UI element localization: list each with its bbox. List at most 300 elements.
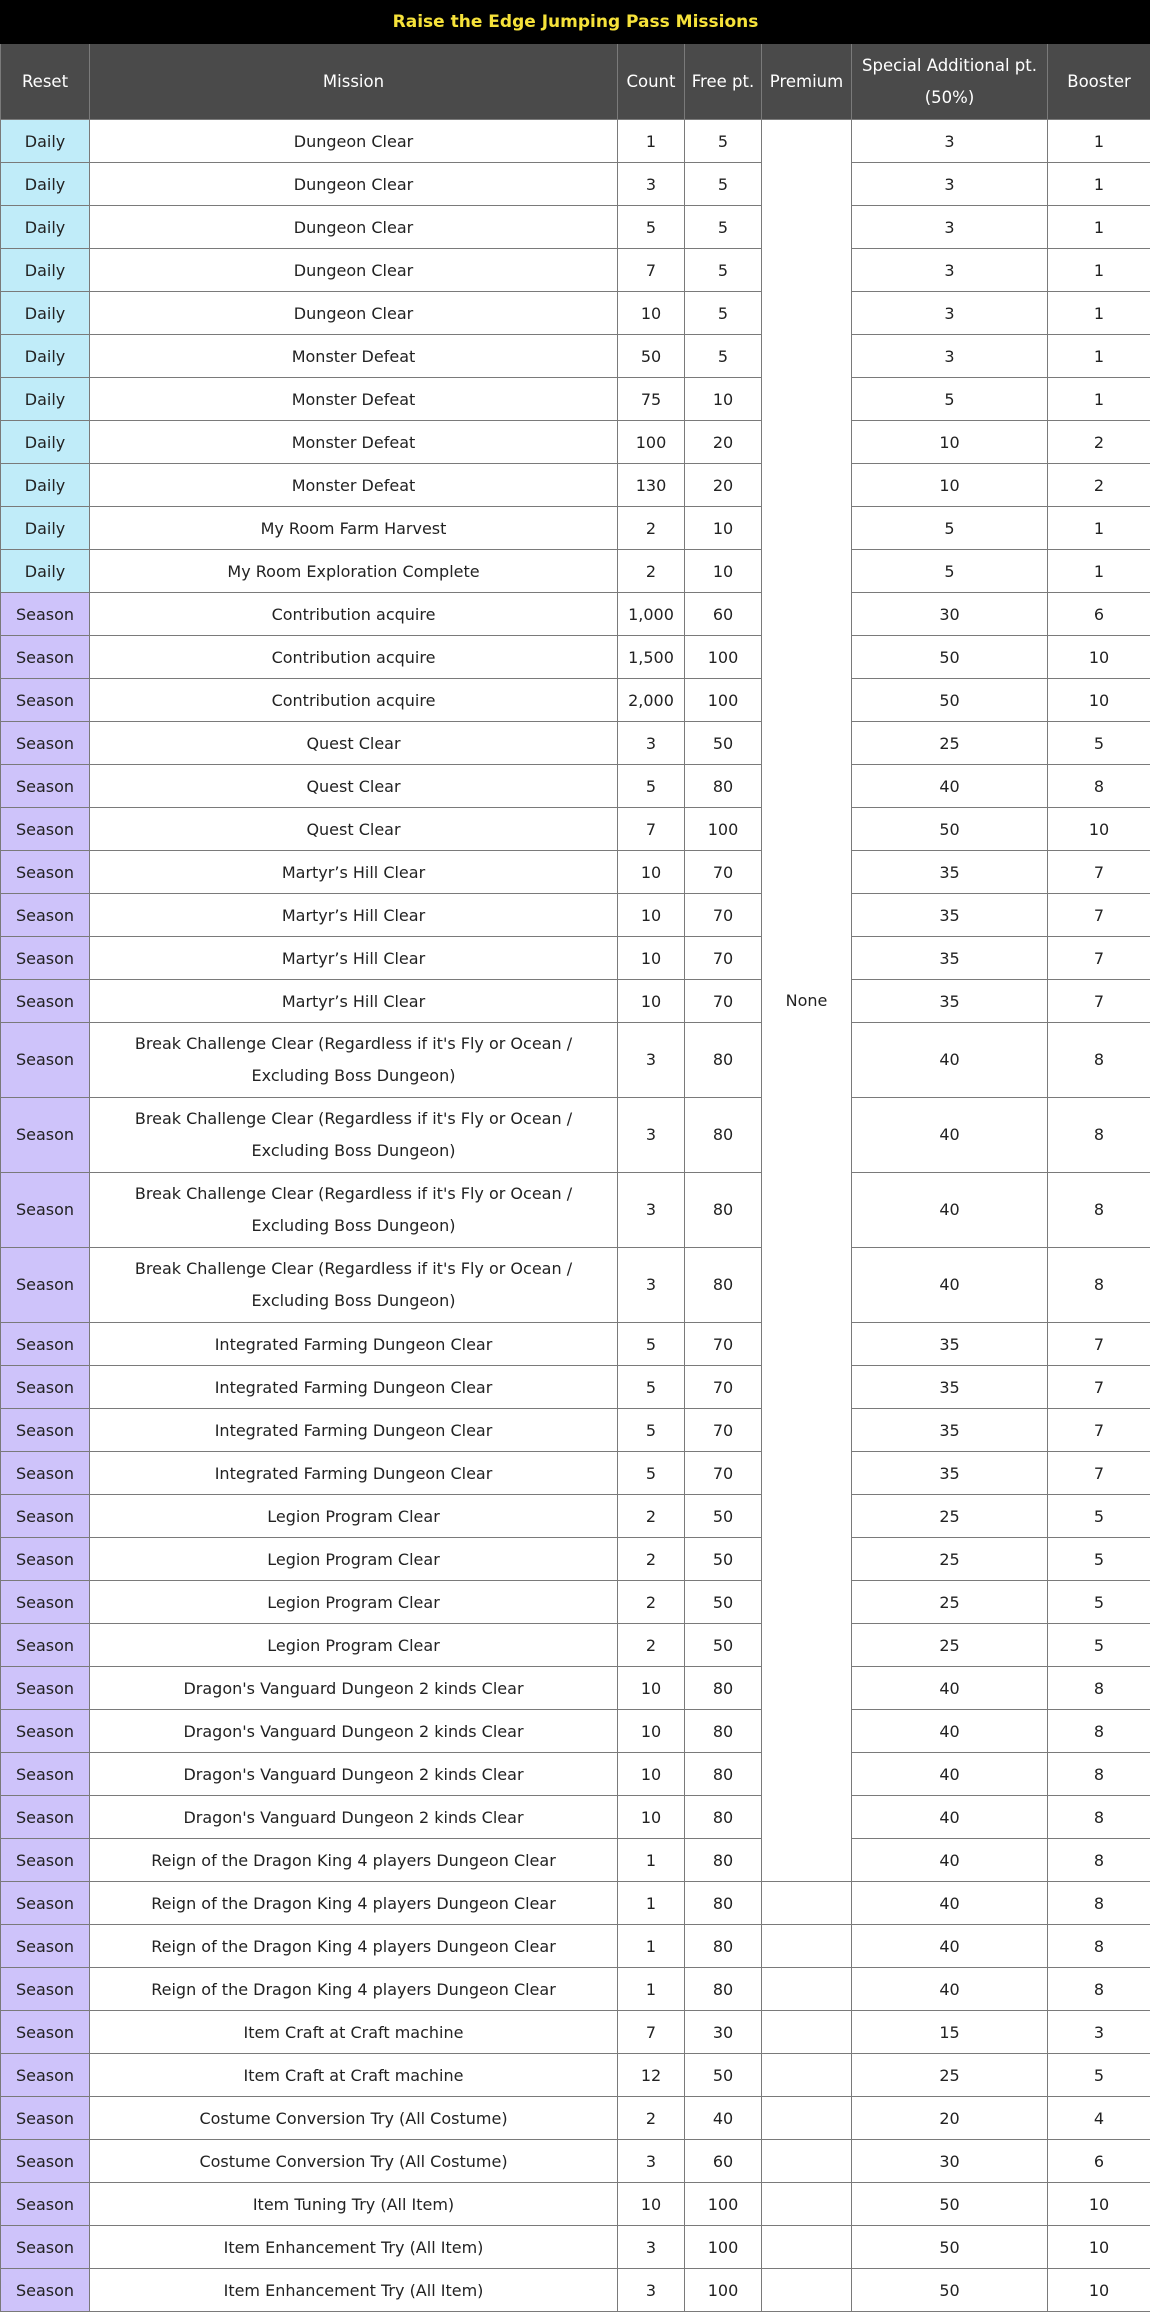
mission-cell: My Room Exploration Complete (90, 550, 618, 593)
special-additional-pt-cell: 35 (852, 851, 1048, 894)
booster-cell: 7 (1048, 851, 1150, 894)
special-additional-pt-cell: 5 (852, 550, 1048, 593)
free-pt-cell: 100 (685, 2183, 762, 2226)
count-cell: 2 (618, 1538, 685, 1581)
table-row (1, 2226, 1150, 2269)
special-additional-pt-cell: 3 (852, 335, 1048, 378)
table-row (1, 249, 1150, 292)
reset-cell: Season (1, 2054, 90, 2097)
count-cell: 3 (618, 722, 685, 765)
special-additional-pt-cell: 30 (852, 2140, 1048, 2183)
free-pt-cell: 100 (685, 2269, 762, 2312)
table-title: Raise the Edge Jumping Pass Missions (1, 1, 1150, 44)
special-additional-pt-cell: 25 (852, 1624, 1048, 1667)
special-additional-pt-cell: 50 (852, 2269, 1048, 2312)
booster-cell: 5 (1048, 2054, 1150, 2097)
reset-cell: Season (1, 1753, 90, 1796)
booster-cell: 7 (1048, 1409, 1150, 1452)
free-pt-cell: 5 (685, 206, 762, 249)
booster-cell: 5 (1048, 1581, 1150, 1624)
free-pt-cell: 80 (685, 765, 762, 808)
mission-cell: My Room Farm Harvest (90, 507, 618, 550)
free-pt-cell: 60 (685, 2140, 762, 2183)
booster-cell: 5 (1048, 1495, 1150, 1538)
count-cell: 75 (618, 378, 685, 421)
header-booster: Booster (1048, 44, 1150, 120)
mission-cell: Martyr’s Hill Clear (90, 937, 618, 980)
mission-cell: Monster Defeat (90, 335, 618, 378)
mission-cell: Reign of the Dragon King 4 players Dungeon Clear (90, 1925, 618, 1968)
count-cell: 3 (618, 2226, 685, 2269)
header-special-additional-pt: Special Additional pt. (50%) (852, 44, 1048, 120)
reset-cell: Daily (1, 292, 90, 335)
free-pt-cell: 50 (685, 1538, 762, 1581)
table-row (1, 1925, 1150, 1968)
booster-cell: 6 (1048, 593, 1150, 636)
free-pt-cell: 80 (685, 1667, 762, 1710)
table-row (1, 1624, 1150, 1667)
table-row (1, 550, 1150, 593)
special-additional-pt-cell: 50 (852, 679, 1048, 722)
reset-cell: Season (1, 1248, 90, 1323)
booster-cell: 5 (1048, 1624, 1150, 1667)
premium-cell-empty (762, 2226, 852, 2269)
free-pt-cell: 80 (685, 1710, 762, 1753)
count-cell: 12 (618, 2054, 685, 2097)
count-cell: 3 (618, 2140, 685, 2183)
mission-cell: Monster Defeat (90, 378, 618, 421)
mission-cell: Monster Defeat (90, 421, 618, 464)
booster-cell: 7 (1048, 1452, 1150, 1495)
reset-cell: Season (1, 1624, 90, 1667)
table-row (1, 507, 1150, 550)
mission-cell: Reign of the Dragon King 4 players Dungeon Clear (90, 1882, 618, 1925)
free-pt-cell: 80 (685, 1098, 762, 1173)
table-row (1, 378, 1150, 421)
mission-cell: Dungeon Clear (90, 206, 618, 249)
mission-cell: Reign of the Dragon King 4 players Dungeon Clear (90, 1968, 618, 2011)
count-cell: 2,000 (618, 679, 685, 722)
free-pt-cell: 100 (685, 679, 762, 722)
reset-cell: Daily (1, 249, 90, 292)
special-additional-pt-cell: 25 (852, 1538, 1048, 1581)
count-cell: 10 (618, 1710, 685, 1753)
mission-cell: Dragon's Vanguard Dungeon 2 kinds Clear (90, 1710, 618, 1753)
table-row (1, 679, 1150, 722)
free-pt-cell: 30 (685, 2011, 762, 2054)
mission-cell: Dungeon Clear (90, 120, 618, 163)
reset-cell: Season (1, 894, 90, 937)
mission-cell: Break Challenge Clear (Regardless if it's Fly or Ocean / Excluding Boss Dungeon) (90, 1248, 618, 1323)
free-pt-cell: 5 (685, 249, 762, 292)
count-cell: 1 (618, 1882, 685, 1925)
table-row (1, 1248, 1150, 1323)
free-pt-cell: 70 (685, 980, 762, 1023)
count-cell: 1 (618, 1968, 685, 2011)
special-additional-pt-cell: 40 (852, 1839, 1048, 1882)
special-additional-pt-cell: 50 (852, 2226, 1048, 2269)
table-row (1, 765, 1150, 808)
table-row (1, 1667, 1150, 1710)
premium-cell-empty (762, 1882, 852, 1925)
booster-cell: 1 (1048, 507, 1150, 550)
free-pt-cell: 10 (685, 378, 762, 421)
mission-cell: Legion Program Clear (90, 1581, 618, 1624)
free-pt-cell: 70 (685, 851, 762, 894)
mission-cell: Quest Clear (90, 722, 618, 765)
table-row (1, 2140, 1150, 2183)
mission-cell: Dragon's Vanguard Dungeon 2 kinds Clear (90, 1667, 618, 1710)
count-cell: 10 (618, 851, 685, 894)
table-row (1, 1495, 1150, 1538)
booster-cell: 8 (1048, 1968, 1150, 2011)
booster-cell: 10 (1048, 2183, 1150, 2226)
count-cell: 1 (618, 1839, 685, 1882)
reset-cell: Season (1, 1839, 90, 1882)
table-row (1, 1581, 1150, 1624)
free-pt-cell: 70 (685, 1323, 762, 1366)
premium-cell-empty (762, 2140, 852, 2183)
mission-cell: Integrated Farming Dungeon Clear (90, 1366, 618, 1409)
special-additional-pt-cell: 5 (852, 507, 1048, 550)
reset-cell: Season (1, 2097, 90, 2140)
reset-cell: Season (1, 1023, 90, 1098)
premium-cell-empty (762, 2054, 852, 2097)
premium-cell: None (762, 120, 852, 1882)
special-additional-pt-cell: 10 (852, 421, 1048, 464)
mission-cell: Dungeon Clear (90, 292, 618, 335)
reset-cell: Season (1, 2011, 90, 2054)
count-cell: 10 (618, 894, 685, 937)
mission-cell: Integrated Farming Dungeon Clear (90, 1323, 618, 1366)
count-cell: 3 (618, 163, 685, 206)
mission-cell: Martyr’s Hill Clear (90, 851, 618, 894)
free-pt-cell: 5 (685, 120, 762, 163)
count-cell: 10 (618, 980, 685, 1023)
mission-cell: Break Challenge Clear (Regardless if it's Fly or Ocean / Excluding Boss Dungeon) (90, 1173, 618, 1248)
count-cell: 10 (618, 1796, 685, 1839)
count-cell: 10 (618, 292, 685, 335)
count-cell: 5 (618, 1409, 685, 1452)
table-row (1, 937, 1150, 980)
reset-cell: Daily (1, 464, 90, 507)
mission-cell: Reign of the Dragon King 4 players Dungeon Clear (90, 1839, 618, 1882)
free-pt-cell: 60 (685, 593, 762, 636)
free-pt-cell: 50 (685, 1581, 762, 1624)
table-row (1, 120, 1150, 163)
table-row (1, 2183, 1150, 2226)
free-pt-cell: 70 (685, 894, 762, 937)
special-additional-pt-cell: 40 (852, 1710, 1048, 1753)
booster-cell: 4 (1048, 2097, 1150, 2140)
mission-cell: Integrated Farming Dungeon Clear (90, 1452, 618, 1495)
special-additional-pt-cell: 10 (852, 464, 1048, 507)
special-additional-pt-cell: 25 (852, 1495, 1048, 1538)
booster-cell: 8 (1048, 1667, 1150, 1710)
free-pt-cell: 100 (685, 2226, 762, 2269)
count-cell: 100 (618, 421, 685, 464)
reset-cell: Season (1, 679, 90, 722)
reset-cell: Daily (1, 206, 90, 249)
special-additional-pt-cell: 40 (852, 1667, 1048, 1710)
free-pt-cell: 80 (685, 1173, 762, 1248)
premium-cell-empty (762, 1968, 852, 2011)
booster-cell: 8 (1048, 1839, 1150, 1882)
reset-cell: Daily (1, 550, 90, 593)
reset-cell: Daily (1, 421, 90, 464)
table-row (1, 1753, 1150, 1796)
booster-cell: 7 (1048, 1366, 1150, 1409)
mission-cell: Integrated Farming Dungeon Clear (90, 1409, 618, 1452)
count-cell: 3 (618, 1098, 685, 1173)
count-cell: 2 (618, 1581, 685, 1624)
count-cell: 5 (618, 765, 685, 808)
special-additional-pt-cell: 40 (852, 1882, 1048, 1925)
mission-cell: Quest Clear (90, 808, 618, 851)
table-row (1, 980, 1150, 1023)
special-additional-pt-cell: 50 (852, 2183, 1048, 2226)
mission-cell: Break Challenge Clear (Regardless if it's Fly or Ocean / Excluding Boss Dungeon) (90, 1098, 618, 1173)
free-pt-cell: 10 (685, 507, 762, 550)
free-pt-cell: 80 (685, 1248, 762, 1323)
count-cell: 1 (618, 120, 685, 163)
booster-cell: 8 (1048, 1925, 1150, 1968)
reset-cell: Season (1, 1495, 90, 1538)
count-cell: 1 (618, 1925, 685, 1968)
special-additional-pt-cell: 35 (852, 1409, 1048, 1452)
table-row (1, 464, 1150, 507)
mission-cell: Legion Program Clear (90, 1495, 618, 1538)
table-row (1, 1023, 1150, 1098)
reset-cell: Season (1, 2269, 90, 2312)
mission-cell: Dragon's Vanguard Dungeon 2 kinds Clear (90, 1796, 618, 1839)
table-row (1, 808, 1150, 851)
mission-cell: Costume Conversion Try (All Costume) (90, 2097, 618, 2140)
table-row (1, 1796, 1150, 1839)
count-cell: 5 (618, 1366, 685, 1409)
mission-cell: Contribution acquire (90, 636, 618, 679)
mission-cell: Dungeon Clear (90, 163, 618, 206)
mission-cell: Legion Program Clear (90, 1624, 618, 1667)
special-additional-pt-cell: 3 (852, 163, 1048, 206)
mission-cell: Contribution acquire (90, 679, 618, 722)
reset-cell: Season (1, 937, 90, 980)
free-pt-cell: 5 (685, 163, 762, 206)
reset-cell: Daily (1, 120, 90, 163)
reset-cell: Season (1, 1882, 90, 1925)
special-additional-pt-cell: 35 (852, 1323, 1048, 1366)
table-row (1, 335, 1150, 378)
reset-cell: Season (1, 636, 90, 679)
mission-rows (1, 120, 1150, 2312)
special-additional-pt-cell: 20 (852, 2097, 1048, 2140)
special-additional-pt-cell: 40 (852, 1023, 1048, 1098)
booster-cell: 8 (1048, 1173, 1150, 1248)
table-row (1, 593, 1150, 636)
booster-cell: 8 (1048, 1248, 1150, 1323)
reset-cell: Season (1, 980, 90, 1023)
count-cell: 10 (618, 1753, 685, 1796)
table-row (1, 1452, 1150, 1495)
free-pt-cell: 5 (685, 335, 762, 378)
free-pt-cell: 20 (685, 421, 762, 464)
table-row (1, 1968, 1150, 2011)
booster-cell: 8 (1048, 1882, 1150, 1925)
count-cell: 7 (618, 249, 685, 292)
booster-cell: 7 (1048, 1323, 1150, 1366)
table-row (1, 1882, 1150, 1925)
count-cell: 2 (618, 1624, 685, 1667)
special-additional-pt-cell: 40 (852, 1925, 1048, 1968)
free-pt-cell: 70 (685, 937, 762, 980)
reset-cell: Season (1, 2183, 90, 2226)
table-row (1, 1366, 1150, 1409)
special-additional-pt-cell: 40 (852, 1173, 1048, 1248)
table-row (1, 1323, 1150, 1366)
table-row (1, 1710, 1150, 1753)
table-row (1, 2097, 1150, 2140)
booster-cell: 1 (1048, 292, 1150, 335)
mission-cell: Dragon's Vanguard Dungeon 2 kinds Clear (90, 1753, 618, 1796)
reset-cell: Season (1, 1925, 90, 1968)
special-additional-pt-cell: 3 (852, 249, 1048, 292)
special-additional-pt-cell: 40 (852, 1248, 1048, 1323)
free-pt-cell: 80 (685, 1839, 762, 1882)
table-row (1, 292, 1150, 335)
booster-cell: 5 (1048, 722, 1150, 765)
reset-cell: Season (1, 2140, 90, 2183)
mission-cell: Break Challenge Clear (Regardless if it's Fly or Ocean / Excluding Boss Dungeon) (90, 1023, 618, 1098)
booster-cell: 10 (1048, 636, 1150, 679)
reset-cell: Season (1, 851, 90, 894)
reset-cell: Daily (1, 507, 90, 550)
special-additional-pt-cell: 50 (852, 636, 1048, 679)
header-free-pt: Free pt. (685, 44, 762, 120)
reset-cell: Season (1, 2226, 90, 2269)
table-row (1, 2054, 1150, 2097)
reset-cell: Season (1, 1710, 90, 1753)
count-cell: 3 (618, 1173, 685, 1248)
booster-cell: 8 (1048, 1023, 1150, 1098)
table-row (1, 1173, 1150, 1248)
table-row (1, 2011, 1150, 2054)
special-additional-pt-cell: 35 (852, 937, 1048, 980)
special-additional-pt-cell: 3 (852, 120, 1048, 163)
mission-cell: Item Craft at Craft machine (90, 2011, 618, 2054)
free-pt-cell: 50 (685, 2054, 762, 2097)
count-cell: 5 (618, 206, 685, 249)
free-pt-cell: 80 (685, 1023, 762, 1098)
premium-cell-empty (762, 2011, 852, 2054)
booster-cell: 8 (1048, 1753, 1150, 1796)
mission-cell: Dungeon Clear (90, 249, 618, 292)
special-additional-pt-cell: 25 (852, 1581, 1048, 1624)
reset-cell: Daily (1, 378, 90, 421)
mission-cell: Item Enhancement Try (All Item) (90, 2226, 618, 2269)
special-additional-pt-cell: 40 (852, 1098, 1048, 1173)
booster-cell: 7 (1048, 980, 1150, 1023)
count-cell: 2 (618, 2097, 685, 2140)
reset-cell: Season (1, 765, 90, 808)
table-row (1, 163, 1150, 206)
free-pt-cell: 20 (685, 464, 762, 507)
reset-cell: Season (1, 1581, 90, 1624)
special-additional-pt-cell: 35 (852, 1366, 1048, 1409)
table-row (1, 1538, 1150, 1581)
special-additional-pt-cell: 35 (852, 980, 1048, 1023)
mission-cell: Legion Program Clear (90, 1538, 618, 1581)
free-pt-cell: 50 (685, 1495, 762, 1538)
booster-cell: 1 (1048, 550, 1150, 593)
booster-cell: 10 (1048, 808, 1150, 851)
table-row (1, 2269, 1150, 2312)
booster-cell: 1 (1048, 335, 1150, 378)
table-row (1, 1839, 1150, 1882)
special-additional-pt-cell: 40 (852, 1968, 1048, 2011)
free-pt-cell: 50 (685, 722, 762, 765)
mission-cell: Contribution acquire (90, 593, 618, 636)
table-row (1, 421, 1150, 464)
booster-cell: 8 (1048, 1710, 1150, 1753)
premium-cell-empty (762, 2269, 852, 2312)
booster-cell: 7 (1048, 937, 1150, 980)
booster-cell: 8 (1048, 765, 1150, 808)
count-cell: 7 (618, 2011, 685, 2054)
booster-cell: 5 (1048, 1538, 1150, 1581)
free-pt-cell: 80 (685, 1968, 762, 2011)
premium-cell-empty (762, 1925, 852, 1968)
count-cell: 3 (618, 1023, 685, 1098)
special-additional-pt-cell: 30 (852, 593, 1048, 636)
reset-cell: Season (1, 593, 90, 636)
count-cell: 2 (618, 507, 685, 550)
booster-cell: 7 (1048, 894, 1150, 937)
table-row (1, 636, 1150, 679)
special-additional-pt-cell: 15 (852, 2011, 1048, 2054)
reset-cell: Daily (1, 335, 90, 378)
special-additional-pt-cell: 25 (852, 722, 1048, 765)
booster-cell: 1 (1048, 206, 1150, 249)
booster-cell: 1 (1048, 120, 1150, 163)
special-additional-pt-cell: 3 (852, 206, 1048, 249)
count-cell: 1,000 (618, 593, 685, 636)
reset-cell: Season (1, 1366, 90, 1409)
reset-cell: Season (1, 1173, 90, 1248)
free-pt-cell: 50 (685, 1624, 762, 1667)
mission-cell: Costume Conversion Try (All Costume) (90, 2140, 618, 2183)
table-row (1, 894, 1150, 937)
free-pt-cell: 100 (685, 636, 762, 679)
reset-cell: Season (1, 1098, 90, 1173)
mission-cell: Martyr’s Hill Clear (90, 980, 618, 1023)
special-additional-pt-cell: 50 (852, 808, 1048, 851)
booster-cell: 1 (1048, 378, 1150, 421)
reset-cell: Season (1, 1323, 90, 1366)
count-cell: 5 (618, 1323, 685, 1366)
mission-cell: Martyr’s Hill Clear (90, 894, 618, 937)
table-row (1, 1409, 1150, 1452)
count-cell: 5 (618, 1452, 685, 1495)
mission-cell: Item Enhancement Try (All Item) (90, 2269, 618, 2312)
booster-cell: 8 (1048, 1796, 1150, 1839)
premium-cell-empty (762, 2183, 852, 2226)
mission-cell: Monster Defeat (90, 464, 618, 507)
reset-cell: Season (1, 808, 90, 851)
free-pt-cell: 40 (685, 2097, 762, 2140)
reset-cell: Season (1, 1968, 90, 2011)
mission-cell: Quest Clear (90, 765, 618, 808)
booster-cell: 3 (1048, 2011, 1150, 2054)
